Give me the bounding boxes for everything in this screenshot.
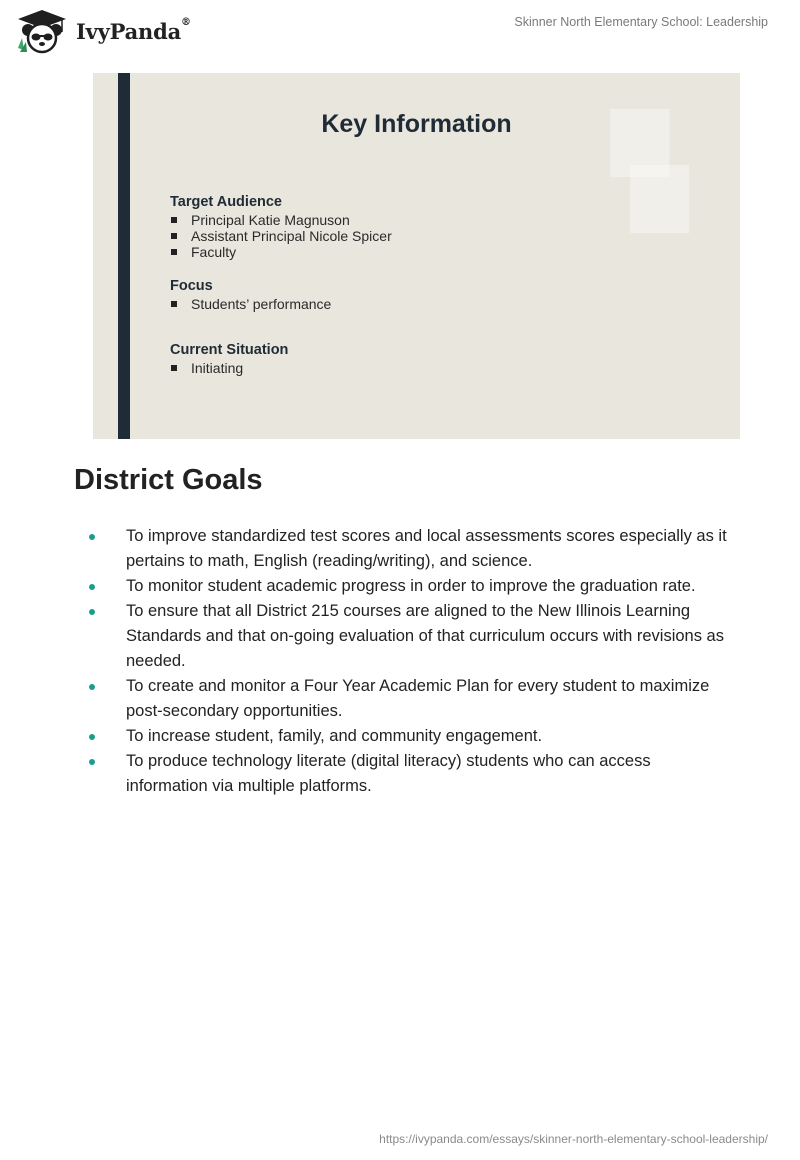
slide-list-item: Faculty — [170, 244, 392, 260]
page-header — [0, 0, 800, 60]
district-goals-list — [86, 524, 736, 799]
goal-item: To ensure that all District 215 courses are aligned to the New Illinois Learning Standards and that on-going evaluation of that curriculum occurs with revisions as needed. — [86, 599, 736, 674]
slide-section-list — [170, 360, 288, 376]
bullet-dot-icon — [89, 534, 95, 540]
slide-section-current-situation — [170, 342, 288, 376]
goal-item: To increase student, family, and community engagement. — [86, 724, 736, 749]
slide-section-heading: Current Situation — [170, 342, 289, 358]
bullet-dot-icon — [89, 609, 95, 615]
district-goals-heading: District Goals — [74, 464, 263, 496]
square-bullet-icon — [171, 233, 177, 239]
slide-list-item: Principal Katie Magnuson — [170, 212, 392, 228]
slide-section-heading: Target Audience — [170, 194, 282, 210]
goal-item: To produce technology literate (digital literacy) students who can access information via multiple platforms. — [86, 749, 736, 799]
slide-section-target-audience — [170, 194, 392, 260]
goal-item: To improve standardized test scores and local assessments scores especially as it pertains to math, English (reading/writing), and science. — [86, 524, 736, 574]
slide-section-list — [170, 296, 331, 312]
bullet-dot-icon — [89, 684, 95, 690]
document-title: Skinner North Elementary School: Leadership — [514, 15, 768, 29]
panda-mortarboard-icon — [14, 8, 70, 54]
slide-section-heading: Focus — [170, 278, 213, 294]
slide-list-item: Assistant Principal Nicole Spicer — [170, 228, 392, 244]
square-bullet-icon — [171, 217, 177, 223]
key-information-slide — [93, 73, 740, 439]
slide-title: Key Information — [321, 110, 512, 138]
goal-item: To create and monitor a Four Year Academic Plan for every student to maximize post-secondary opportunities. — [86, 674, 736, 724]
slide-section-focus — [170, 278, 331, 312]
slide-watermark: █▌ ▐█ — [610, 109, 690, 228]
source-url-link[interactable]: https://ivypanda.com/essays/skinner-north-elementary-school-leadership/ — [379, 1132, 768, 1146]
ivypanda-logo[interactable] — [14, 8, 191, 54]
bullet-dot-icon — [89, 759, 95, 765]
square-bullet-icon — [171, 301, 177, 307]
slide-section-list — [170, 212, 392, 260]
bullet-dot-icon — [89, 584, 95, 590]
goal-item: To monitor student academic progress in order to improve the graduation rate. — [86, 574, 736, 599]
square-bullet-icon — [171, 249, 177, 255]
slide-list-item: Initiating — [170, 360, 288, 376]
square-bullet-icon — [171, 365, 177, 371]
brand-name: IvyPanda® — [76, 16, 191, 44]
slide-list-item: Students’ performance — [170, 296, 331, 312]
bullet-dot-icon — [89, 734, 95, 740]
